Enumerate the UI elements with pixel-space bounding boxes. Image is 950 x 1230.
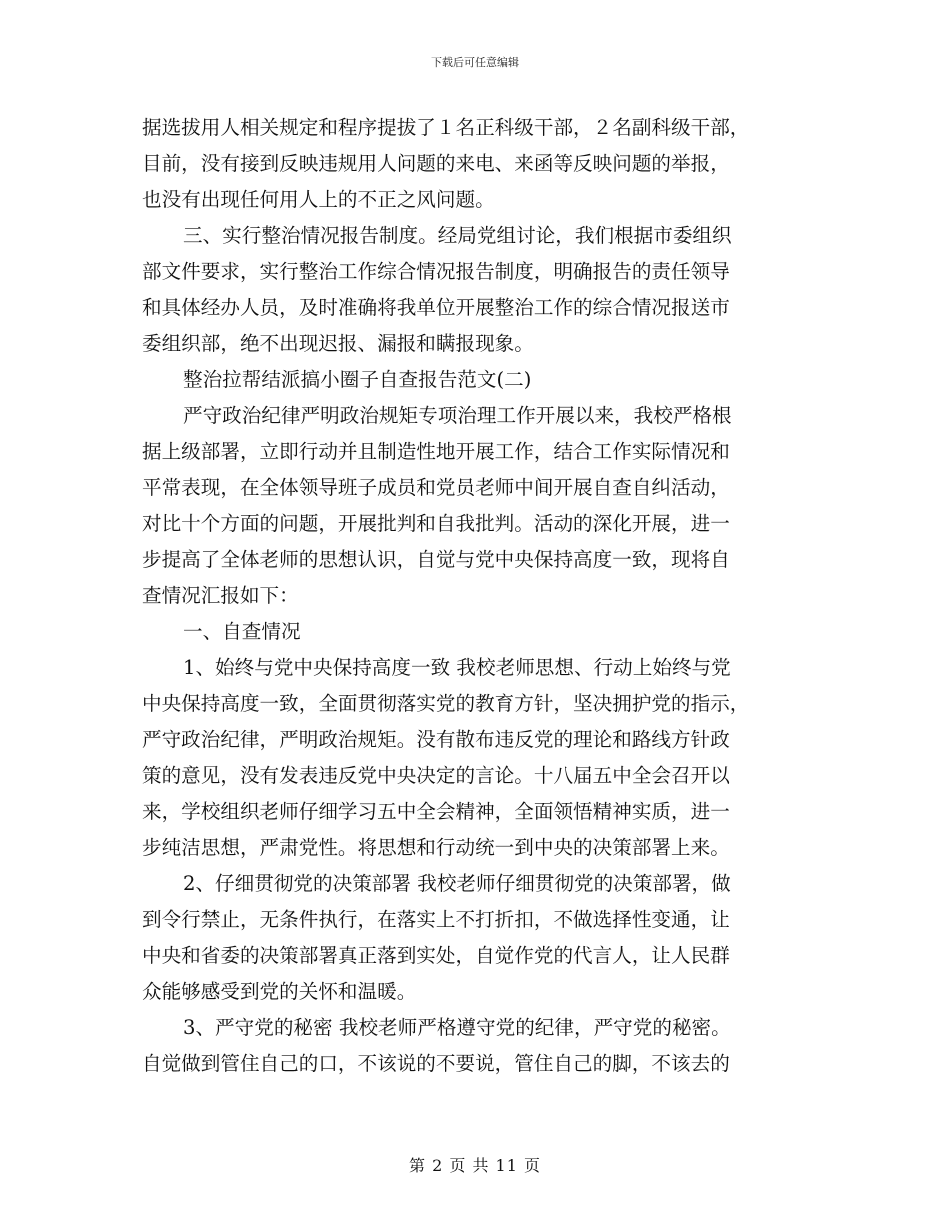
text-line: 来，学校组织老师仔细学习五中全会精神，全面领悟精神实质，进一: [142, 800, 730, 823]
text-line: 中央保持高度一致，全面贯彻落实党的教育方针，坚决拥护党的指示，: [142, 692, 750, 715]
text-line: 据选拔用人相关规定和程序提拔了１名正科级干部，２名副科级干部，: [142, 116, 750, 139]
text-line: 也没有出现任何用人上的不正之风问题。: [142, 188, 495, 211]
text-line: 和具体经办人员，及时准确将我单位开展整治工作的综合情况报送市: [142, 296, 730, 319]
page-footer: 第 2 页 共 11 页: [409, 1156, 541, 1175]
text-line: 委组织部，绝不出现迟报、漏报和瞒报现象。: [142, 332, 534, 355]
text-line: 据上级部署，立即行动并且制造性地开展工作，结合工作实际情况和: [142, 440, 730, 463]
text-line: 3、严守党的秘密 我校老师严格遵守党的纪律，严守党的秘密。: [183, 1016, 731, 1039]
text-line: 步提高了全体老师的思想认识，自觉与党中央保持高度一致，现将自: [142, 548, 730, 571]
text-line: 策的意见，没有发表违反党中央决定的言论。十八届五中全会召开以: [142, 764, 730, 787]
text-line: 部文件要求，实行整治工作综合情况报告制度，明确报告的责任领导: [142, 260, 730, 283]
text-line: 自觉做到管住自己的口，不该说的不要说，管住自己的脚，不该去的: [142, 1052, 730, 1075]
text-line: 对比十个方面的问题，开展批判和自我批判。活动的深化开展，进一: [142, 512, 730, 535]
text-line: 2、仔细贯彻党的决策部署 我校老师仔细贯彻党的决策部署，做: [183, 872, 731, 895]
page-header: 下载后可任意编辑: [431, 56, 519, 69]
text-line: 到令行禁止，无条件执行，在落实上不打折扣，不做选择性变通，让: [142, 908, 730, 931]
text-line: 步纯洁思想，严肃党性。将思想和行动统一到中央的决策部署上来。: [142, 836, 730, 859]
text-line: 平常表现，在全体领导班子成员和党员老师中间开展自查自纠活动，: [142, 476, 730, 499]
text-line: 目前，没有接到反映违规用人问题的来电、来函等反映问题的举报，: [142, 152, 730, 175]
text-line: 严守政治纪律严明政治规矩专项治理工作开展以来，我校严格根: [183, 404, 732, 427]
text-line: 众能够感受到党的关怀和温暖。: [142, 980, 417, 1003]
text-line: 1、始终与党中央保持高度一致 我校老师思想、行动上始终与党: [183, 656, 731, 679]
text-line: 严守政治纪律，严明政治规矩。没有散布违反党的理论和路线方针政: [142, 728, 730, 751]
section-title: 整治拉帮结派搞小圈子自查报告范文(二): [183, 368, 532, 391]
text-line: 中央和省委的决策部署真正落到实处，自觉作党的代言人，让人民群: [142, 944, 730, 967]
document-body: [142, 110, 802, 1082]
text-line: 三、实行整治情况报告制度。经局党组讨论，我们根据市委组织: [183, 224, 732, 247]
subsection-heading: 一、自查情况: [183, 620, 301, 643]
text-line: 查情况汇报如下：: [142, 584, 299, 607]
